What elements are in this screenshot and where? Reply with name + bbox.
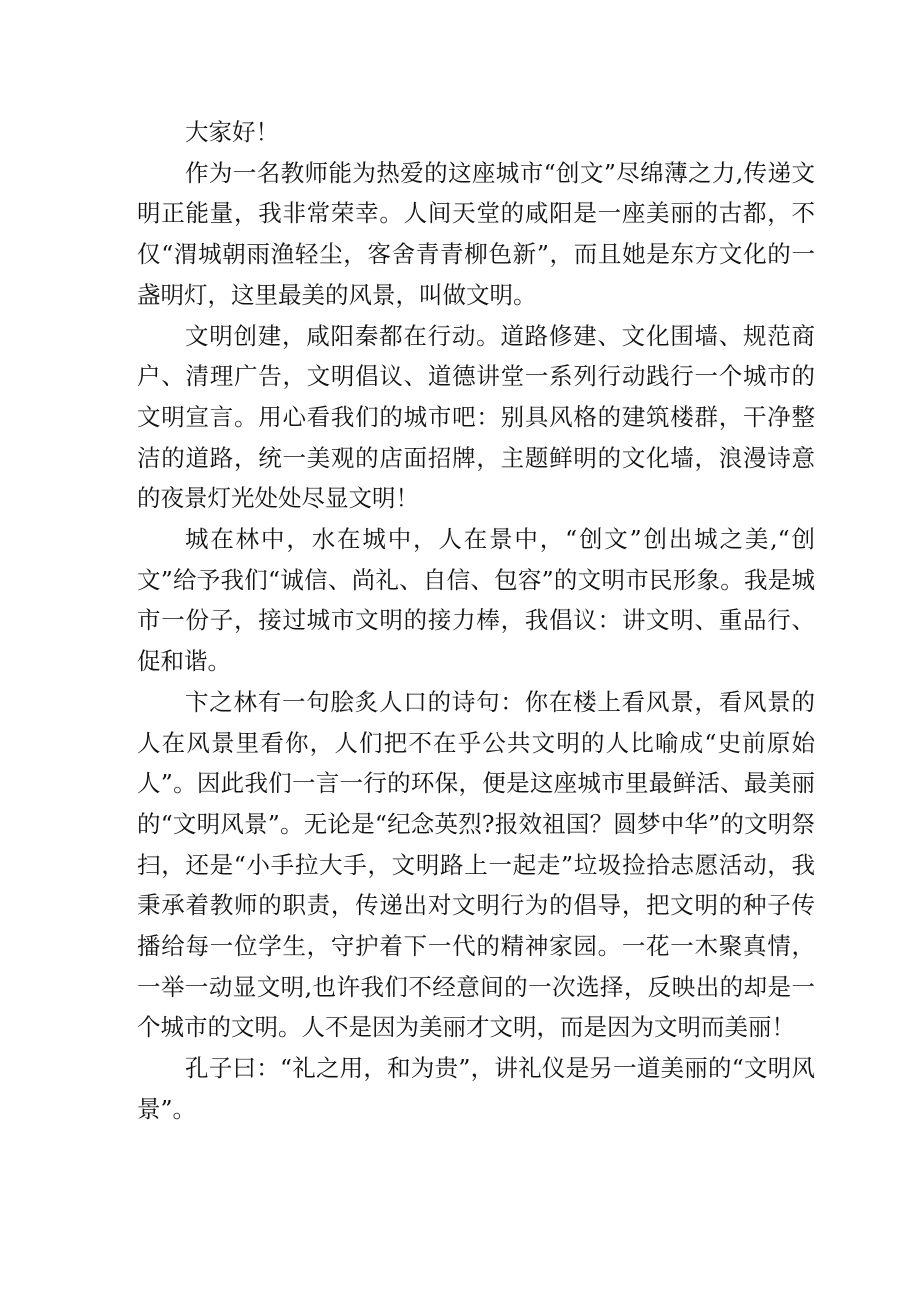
paragraph-confucius-quote: 孔子曰：“礼之用，和为贵”，讲礼仪是另一道美丽的“文明风景”。	[137, 1054, 815, 1123]
greeting-paragraph: 大家好！	[185, 118, 279, 146]
paragraph-civilized-scenery: 卞之林有一句脍炙人口的诗句：你在楼上看风景，看风景的人在风景里看你，人们把不在乎公共文明的人比喻成“史前原始人”。因此我们一言一行的环保，便是这座城市里最鲜活、最美丽的“文明风景”。无论是“纪念英烈?报效祖国？圆梦中华”的文明祭扫，还是“小手拉大手，文明路上一起走”垃圾捡拾志愿活动，我秉承着教师的职责，传递出对文明行为的倡导，把文明的种子传播给每一位学生，守护着下一代的精神家园。一花一木聚真情，一举一动显文明,也许我们不经意间的一次选择，反映出的却是一个城市的文明。人不是因为美丽才文明，而是因为文明而美丽！	[137, 687, 815, 1042]
speech-body	[137, 112, 815, 1130]
paragraph-intro: 作为一名教师能为热爱的这座城市“创文”尽绵薄之力,传递文明正能量，我非常荣幸。人间天堂的咸阳是一座美丽的古都，不仅“渭城朝雨渔轻尘，客舍青青柳色新”，而且她是东方文化的一盏明灯，这里最美的风景，叫做文明。	[137, 158, 815, 309]
paragraph-citizen-image: 城在林中，水在城中，人在景中，“创文”创出城之美,“创文”给予我们“诚信、尚礼、自信、包容”的文明市民形象。我是城市一份子，接过城市文明的接力棒，我倡议：讲文明、重品行、促和谐。	[137, 525, 815, 676]
paragraph-city-action: 文明创建，咸阳秦都在行动。道路修建、文化围墙、规范商户、清理广告，文明倡议、道德讲堂一系列行动践行一个城市的文明宣言。用心看我们的城市吧：别具风格的建筑楼群，干净整洁的道路，统一美观的店面招牌，主题鲜明的文化墙，浪漫诗意的夜景灯光处处尽显文明！	[137, 321, 815, 513]
